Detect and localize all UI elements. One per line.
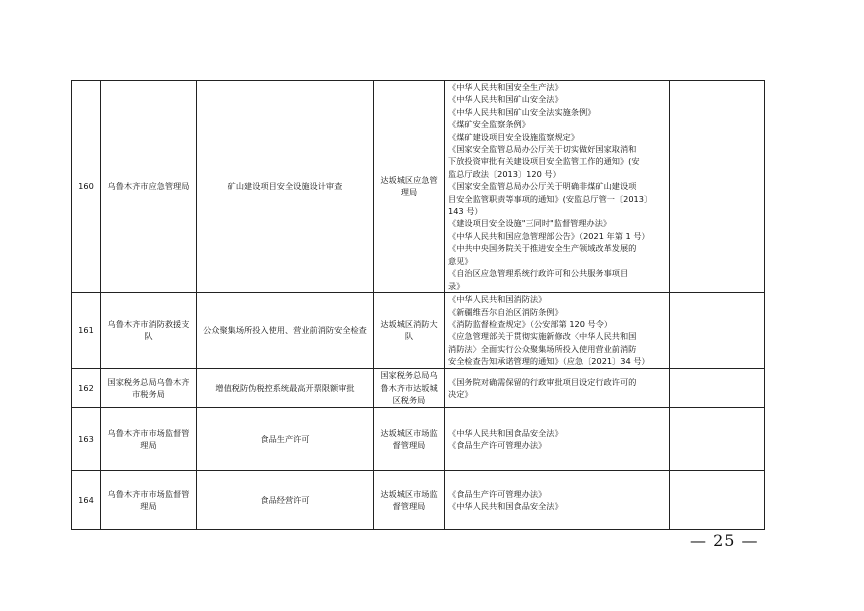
basis-line: 《建设项目安全设施"三同时"监督管理办法》 [448, 218, 612, 229]
basis-line: 《国家安全监管总局办公厅关于明确非煤矿山建设项 [448, 181, 637, 192]
local-agency-cell: 达坂城区应急管理局 [374, 81, 445, 293]
department-cell: 乌鲁木齐市应急管理局 [101, 81, 197, 293]
legal-basis-cell [445, 407, 670, 470]
department-cell: 乌鲁木齐市市场监督管理局 [101, 470, 197, 529]
local-agency-cell: 达坂城区市场监督管理局 [374, 407, 445, 470]
item-name-cell: 食品生产许可 [197, 407, 374, 470]
basis-line: 《中华人民共和国安全生产法》 [448, 82, 563, 92]
local-agency-cell: 国家税务总局乌鲁木齐市达坂城区税务局 [374, 368, 445, 407]
basis-line: 录》 [448, 280, 465, 291]
table-row [72, 470, 765, 529]
remarks-cell [670, 407, 765, 470]
basis-line: 《食品生产许可管理办法》 [448, 488, 547, 499]
table-row [72, 407, 765, 470]
basis-line: 监总厅政法〔2013〕120 号） [448, 168, 561, 179]
basis-line: 《自治区应急管理系统行政许可和公共服务事项目 [448, 268, 629, 279]
basis-line: 决定》 [448, 388, 473, 399]
department-cell: 乌鲁木齐市消防救援支队 [101, 292, 197, 368]
basis-line: 下放投资审批有关建设项目安全监管工作的通知》(安 [448, 156, 640, 167]
basis-line: 意见》 [448, 255, 473, 266]
item-name-cell: 增值税防伪税控系统最高开票限额审批 [197, 368, 374, 407]
row-number: 162 [72, 368, 101, 407]
basis-line: 《中华人民共和国消防法》 [448, 294, 547, 305]
remarks-cell [670, 368, 765, 407]
basis-line: 143 号） [448, 206, 483, 217]
legal-basis-cell [445, 470, 670, 529]
approval-items-table [71, 80, 765, 530]
basis-line: 《新疆维吾尔自治区消防条例》 [448, 306, 563, 317]
table-row [72, 81, 765, 293]
basis-line: 《国务院对确需保留的行政审批项目设定行政许可的 [448, 376, 637, 387]
row-number: 160 [72, 81, 101, 293]
basis-line: 《中共中央国务院关于推进安全生产领域改革发展的 [448, 243, 637, 254]
legal-basis-cell [445, 292, 670, 368]
basis-line: 《煤矿安全监察条例》 [448, 119, 530, 130]
local-agency-cell: 达坂城区消防大队 [374, 292, 445, 368]
basis-line: 目安全监管职责等事项的通知》(安监总厅管一〔2013〕 [448, 193, 653, 204]
basis-line: 《中华人民共和国食品安全法》 [448, 427, 563, 438]
row-number: 161 [72, 292, 101, 368]
row-number: 164 [72, 470, 101, 529]
legal-basis-cell [445, 368, 670, 407]
basis-line: 《煤矿建设项目安全设施监察规定》 [448, 131, 580, 142]
basis-line: 《中华人民共和国应急管理部公告》（2021 年第 1 号） [448, 230, 650, 241]
basis-line: 《中华人民共和国矿山安全法实施条例》 [448, 106, 596, 117]
basis-line: 《中华人民共和国食品安全法》 [448, 500, 563, 511]
basis-line: 《应急管理部关于贯彻实施新修改〈中华人民共和国 [448, 331, 637, 342]
local-agency-cell: 达坂城区市场监督管理局 [374, 470, 445, 529]
remarks-cell [670, 81, 765, 293]
remarks-cell [670, 292, 765, 368]
basis-line: 《中华人民共和国矿山安全法》 [448, 94, 563, 105]
basis-line: 《食品生产许可管理办法》 [448, 439, 547, 450]
basis-line: 消防法〉全面实行公众聚集场所投入使用营业前消防 [448, 343, 637, 354]
legal-basis-cell [445, 81, 670, 293]
table-row [72, 292, 765, 368]
table-row [72, 368, 765, 407]
basis-line: 安全检查告知承诺管理的通知》（应急〔2021〕34 号） [448, 356, 650, 367]
row-number: 163 [72, 407, 101, 470]
item-name-cell: 食品经营许可 [197, 470, 374, 529]
department-cell: 乌鲁木齐市市场监督管理局 [101, 407, 197, 470]
remarks-cell [670, 470, 765, 529]
item-name-cell: 矿山建设项目安全设施设计审查 [197, 81, 374, 293]
department-cell: 国家税务总局乌鲁木齐市税务局 [101, 368, 197, 407]
basis-line: 《国家安全监管总局办公厅关于切实做好国家取消和 [448, 144, 637, 155]
item-name-cell: 公众聚集场所投入使用、营业前消防安全检查 [197, 292, 374, 368]
page-number: — 25 — [690, 531, 759, 550]
basis-line: 《消防监督检查规定》（公安部第 120 号令） [448, 319, 613, 329]
